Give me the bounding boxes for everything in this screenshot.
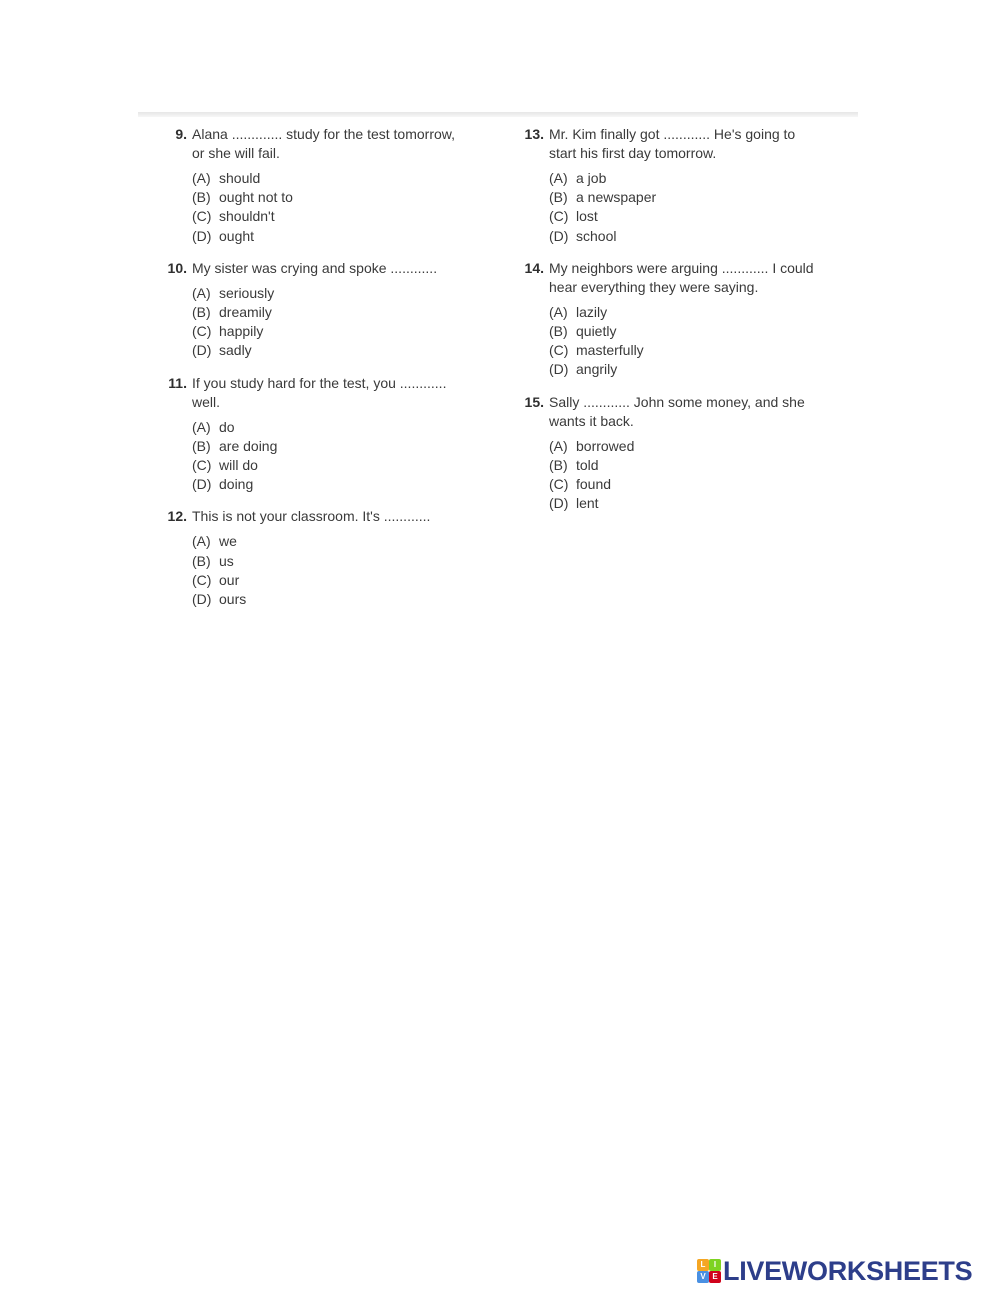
answer-option[interactable] bbox=[192, 552, 485, 571]
question-number: 13. bbox=[524, 126, 544, 142]
option-text: ought bbox=[219, 227, 255, 244]
question-9 bbox=[155, 125, 485, 246]
option-text: we bbox=[219, 533, 237, 550]
question-11 bbox=[155, 374, 485, 495]
answer-option[interactable] bbox=[192, 590, 485, 609]
option-text: lost bbox=[576, 208, 598, 225]
option-letter: (C) bbox=[549, 342, 569, 359]
option-letter: (D) bbox=[549, 227, 569, 244]
question-12 bbox=[155, 507, 485, 609]
answer-option[interactable] bbox=[549, 437, 842, 456]
answer-options bbox=[549, 303, 842, 380]
option-letter: (A) bbox=[549, 303, 568, 320]
answer-options bbox=[549, 437, 842, 514]
logo-icon-tile: L bbox=[697, 1259, 709, 1271]
logo-icon-tile: E bbox=[709, 1271, 721, 1283]
answer-option[interactable] bbox=[549, 207, 842, 226]
answer-option[interactable] bbox=[192, 284, 485, 303]
option-letter: (B) bbox=[549, 323, 568, 340]
option-text: masterfully bbox=[576, 342, 644, 359]
answer-option[interactable] bbox=[192, 169, 485, 188]
option-letter: (A) bbox=[192, 533, 211, 550]
option-letter: (D) bbox=[192, 476, 212, 493]
answer-option[interactable] bbox=[192, 418, 485, 437]
answer-options bbox=[549, 169, 842, 246]
answer-option[interactable] bbox=[192, 571, 485, 590]
option-letter: (A) bbox=[192, 284, 211, 301]
answer-options bbox=[192, 418, 485, 495]
question-text: Mr. Kim finally got ............ He's going to start his first day tomorrow. bbox=[549, 126, 796, 161]
answer-option[interactable] bbox=[549, 494, 842, 513]
option-text: happily bbox=[219, 323, 264, 340]
answer-option[interactable] bbox=[192, 475, 485, 494]
option-letter: (C) bbox=[192, 457, 212, 474]
question-10 bbox=[155, 259, 485, 361]
option-letter: (B) bbox=[549, 456, 568, 473]
answer-options bbox=[192, 532, 485, 609]
question-text: My neighbors were arguing ............ I could hear everything they were saying. bbox=[549, 259, 814, 295]
option-text: borrowed bbox=[576, 437, 635, 454]
option-letter: (A) bbox=[192, 170, 211, 186]
option-letter: (D) bbox=[192, 591, 212, 608]
option-text: angrily bbox=[576, 361, 618, 378]
question-13 bbox=[512, 125, 842, 246]
liveworksheets-logo[interactable] bbox=[697, 1257, 972, 1285]
question-number: 14. bbox=[524, 259, 544, 276]
option-letter: (B) bbox=[192, 304, 211, 321]
answer-option[interactable] bbox=[192, 207, 485, 226]
option-letter: (C) bbox=[192, 323, 212, 340]
question-14 bbox=[512, 259, 842, 380]
option-text: a newspaper bbox=[576, 189, 657, 206]
option-text: lazily bbox=[576, 303, 608, 320]
option-letter: (D) bbox=[549, 495, 569, 512]
option-text: dreamily bbox=[219, 304, 272, 321]
answer-option[interactable] bbox=[549, 303, 842, 322]
option-letter: (D) bbox=[192, 227, 212, 244]
question-text: Sally ............ John some money, and she wants it back. bbox=[549, 393, 805, 429]
answer-option[interactable] bbox=[192, 188, 485, 207]
option-text: quietly bbox=[576, 323, 617, 340]
option-letter: (D) bbox=[549, 361, 569, 378]
left-question-column bbox=[155, 125, 485, 622]
answer-option[interactable] bbox=[192, 227, 485, 246]
logo-icon bbox=[697, 1259, 721, 1283]
answer-option[interactable] bbox=[192, 322, 485, 341]
option-letter: (B) bbox=[192, 552, 211, 569]
answer-option[interactable] bbox=[549, 456, 842, 475]
option-text: lent bbox=[576, 495, 599, 512]
option-letter: (B) bbox=[549, 189, 568, 206]
question-15 bbox=[512, 393, 842, 514]
option-text: seriously bbox=[219, 284, 275, 301]
option-letter: (B) bbox=[192, 437, 211, 454]
answer-option[interactable] bbox=[192, 456, 485, 475]
answer-option[interactable] bbox=[192, 532, 485, 551]
option-text: school bbox=[576, 227, 617, 244]
question-text: This is not your classroom. It's ............ bbox=[192, 508, 431, 525]
option-text: doing bbox=[219, 476, 254, 493]
answer-option[interactable] bbox=[549, 360, 842, 379]
option-text: sadly bbox=[219, 342, 252, 359]
answer-option[interactable] bbox=[192, 341, 485, 360]
question-number: 11. bbox=[168, 374, 187, 391]
question-text: If you study hard for the test, you ............ well. bbox=[192, 374, 447, 410]
option-text: found bbox=[576, 476, 612, 493]
option-text: are doing bbox=[219, 437, 278, 454]
answer-option[interactable] bbox=[192, 303, 485, 322]
answer-options bbox=[192, 169, 485, 246]
option-text: a job bbox=[576, 170, 607, 186]
option-letter: (D) bbox=[192, 342, 212, 359]
logo-icon-tile: V bbox=[697, 1271, 709, 1283]
answer-option[interactable] bbox=[549, 341, 842, 360]
option-letter: (C) bbox=[192, 208, 212, 225]
answer-options bbox=[192, 284, 485, 361]
option-text: shouldn't bbox=[219, 208, 275, 225]
option-letter: (C) bbox=[192, 571, 212, 588]
logo-icon-tile: I bbox=[709, 1259, 721, 1271]
question-text: Alana ............. study for the test tomorrow, or she will fail. bbox=[192, 126, 455, 161]
answer-option[interactable] bbox=[549, 475, 842, 494]
question-text: My sister was crying and spoke ............ bbox=[192, 259, 438, 276]
option-text: ought not to bbox=[219, 189, 293, 206]
option-letter: (A) bbox=[549, 170, 568, 186]
option-text: told bbox=[576, 456, 599, 473]
answer-option[interactable] bbox=[549, 227, 842, 246]
question-number: 9. bbox=[175, 126, 187, 142]
right-question-column bbox=[512, 125, 842, 526]
logo-text: LIVEWORKSHEETS bbox=[723, 1256, 973, 1286]
option-text: do bbox=[219, 418, 235, 435]
top-divider bbox=[138, 112, 858, 117]
option-letter: (C) bbox=[549, 208, 569, 225]
option-letter: (A) bbox=[192, 418, 211, 435]
answer-option[interactable] bbox=[549, 322, 842, 341]
answer-option[interactable] bbox=[549, 169, 842, 188]
option-letter: (B) bbox=[192, 189, 211, 206]
option-text: will do bbox=[219, 457, 258, 474]
option-text: should bbox=[219, 170, 261, 186]
option-text: ours bbox=[219, 591, 247, 608]
option-text: our bbox=[219, 571, 240, 588]
option-text: us bbox=[219, 552, 234, 569]
option-letter: (C) bbox=[549, 476, 569, 493]
answer-option[interactable] bbox=[549, 188, 842, 207]
option-letter: (A) bbox=[549, 437, 568, 454]
question-number: 10. bbox=[167, 259, 187, 276]
question-number: 15. bbox=[524, 393, 544, 410]
answer-option[interactable] bbox=[192, 437, 485, 456]
question-number: 12. bbox=[167, 508, 187, 525]
